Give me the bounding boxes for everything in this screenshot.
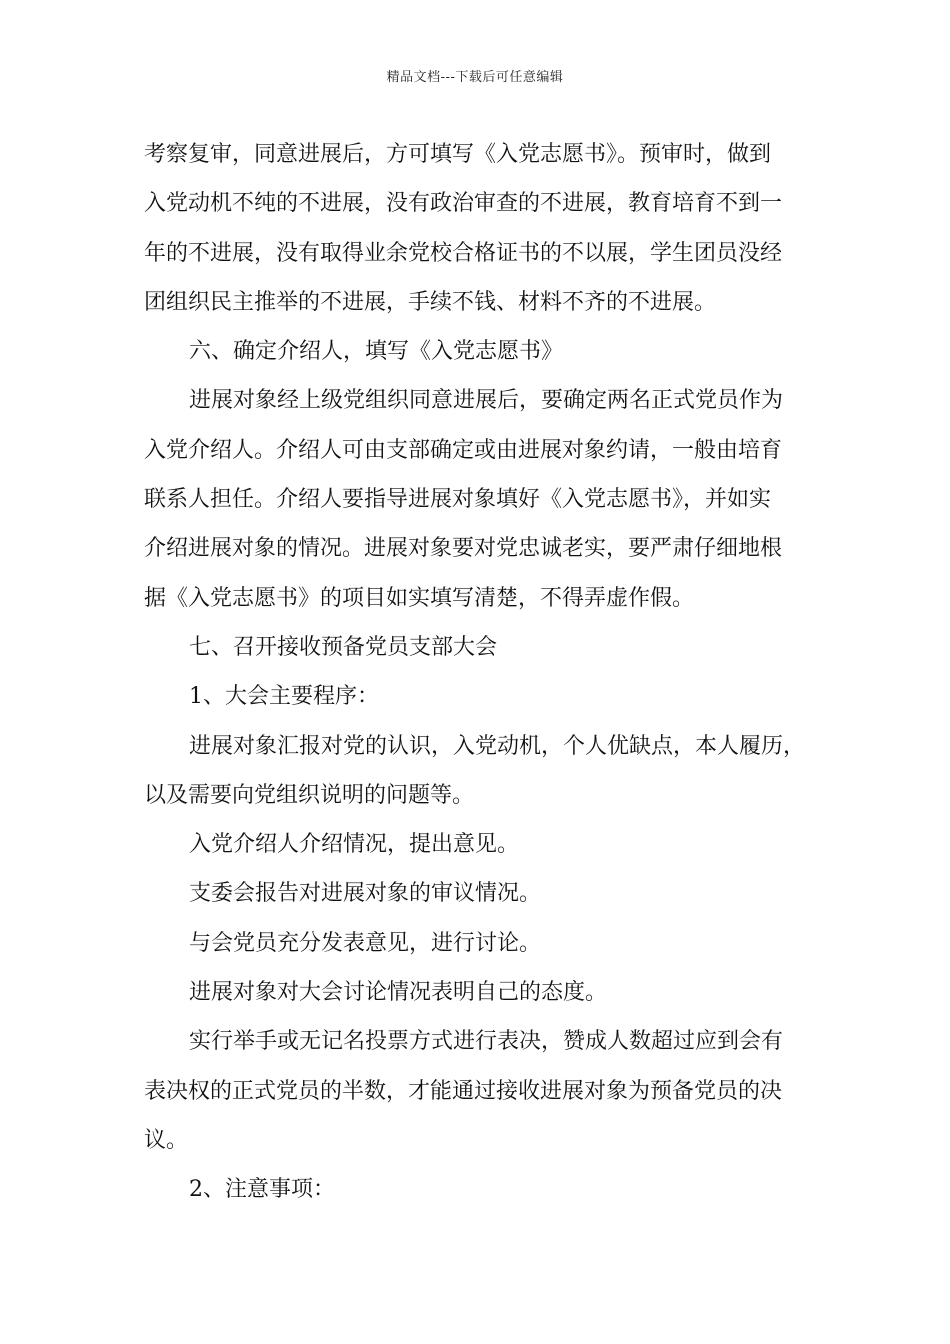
paragraph-line: 以及需要向党组织说明的问题等。 (144, 782, 475, 808)
paragraph-line: 实行举手或无记名投票方式进行表决，赞成人数超过应到会有 (189, 1029, 784, 1055)
paragraph-line: 支委会报告对进展对象的审议情况。 (189, 881, 542, 907)
paragraph-line: 进展对象汇报对党的认识，入党动机，个人优缺点，本人履历， (189, 733, 806, 759)
section-heading: 六、确定介绍人，填写《入党志愿书》 (189, 339, 564, 365)
paragraph-line: 进展对象经上级党组织同意进展后，要确定两名正式党员作为 (189, 388, 784, 414)
paragraph-line: 进展对象对大会讨论情况表明自己的态度。 (189, 980, 608, 1006)
paragraph-line: 入党介绍人介绍情况，提出意见。 (189, 832, 520, 858)
paragraph-line: 年的不进展，没有取得业余党校合格证书的不以展，学生团员没经 (144, 240, 783, 266)
paragraph-line: 考察复审，同意进展后，方可填写《入党志愿书》。预审时，做到 (144, 142, 772, 167)
paragraph-line: 团组织民主推举的不进展，手续不钱、材料不齐的不进展。 (144, 289, 717, 315)
page-header: 精品文档---下载后可任意编辑 (386, 70, 564, 85)
section-heading: 七、召开接收预备党员支部大会 (189, 634, 498, 660)
subsection-heading: 2、注意事项： (189, 1177, 335, 1203)
paragraph-line: 议。 (144, 1127, 189, 1153)
paragraph-line: 与会党员充分发表意见，进行讨论。 (189, 930, 542, 956)
subsection-heading: 1、大会主要程序： (189, 684, 379, 710)
paragraph-line: 据《入党志愿书》的项目如实填写清楚，不得弄虚作假。 (144, 585, 695, 611)
document-body (144, 130, 814, 1215)
paragraph-line: 入党介绍人。介绍人可由支部确定或由进展对象约请，一般由培育 (144, 437, 783, 463)
paragraph-line: 介绍进展对象的情况。进展对象要对党忠诚老实，要严肃仔细地根 (144, 536, 783, 562)
paragraph-line: 表决权的正式党员的半数，才能通过接收进展对象为预备党员的决 (144, 1078, 783, 1104)
paragraph-line: 入党动机不纯的不进展，没有政治审查的不进展，教育培育不到一 (144, 191, 783, 217)
paragraph-line: 联系人担任。介绍人要指导进展对象填好《入党志愿书》，并如实 (144, 487, 772, 513)
